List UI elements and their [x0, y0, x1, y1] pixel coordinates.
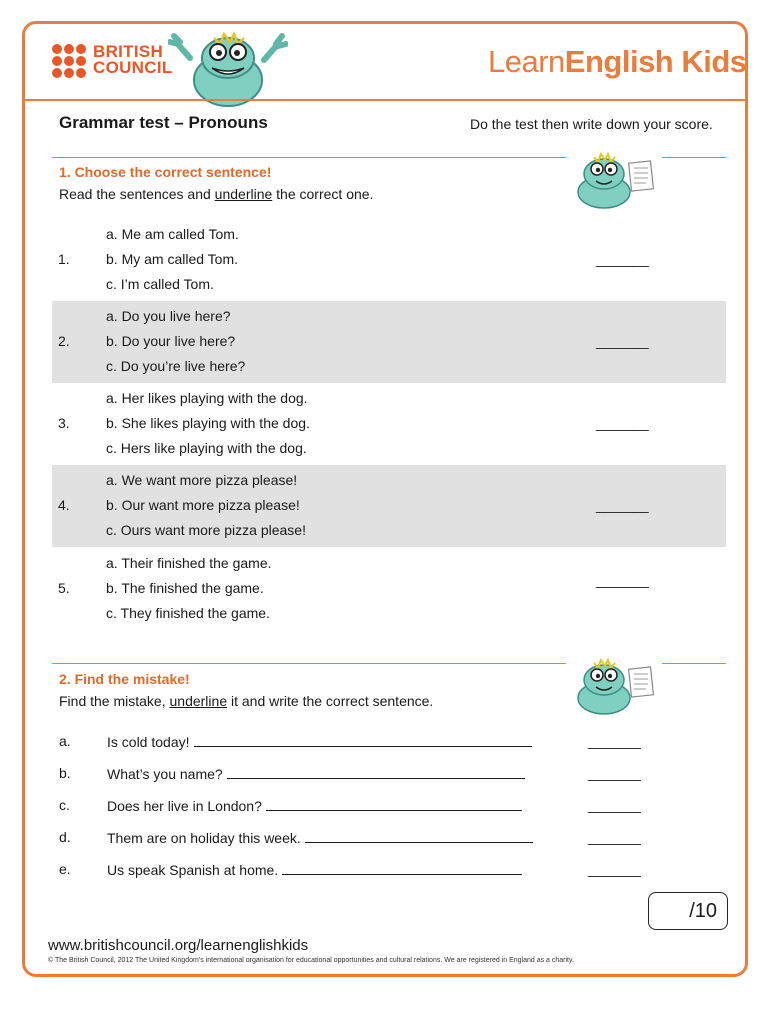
footer-copyright: © The British Council, 2012 The United Kingdom’s international organisation for educational opportunities and cultural relations. We are registered in England as a charity. — [48, 957, 574, 964]
section2-description — [59, 693, 433, 709]
footer-url[interactable]: www.britishcouncil.org/learnenglishkids — [48, 937, 309, 954]
mistake-item-a — [59, 733, 669, 751]
option-c[interactable]: c. They finished the game. — [106, 605, 270, 621]
question-number: 1. — [58, 251, 70, 267]
answer-blank[interactable]: _______ — [596, 572, 649, 588]
section2-title: 2. Find the mistake! — [59, 671, 190, 687]
mistake-item-d — [59, 829, 669, 847]
page-title: Grammar test – Pronouns — [59, 113, 268, 132]
answer-blank[interactable]: _______ — [596, 497, 649, 513]
desc-underlined: underline — [169, 693, 228, 709]
option-a[interactable]: a. Her likes playing with the dog. — [106, 390, 308, 406]
desc-text: Read the sentences and — [59, 186, 215, 202]
answer-blank[interactable]: _______ — [588, 765, 641, 781]
question-1 — [52, 219, 726, 301]
answer-blank[interactable]: _______ — [596, 415, 649, 431]
option-a[interactable]: a. Their finished the game. — [106, 555, 272, 571]
section1-title: 1. Choose the correct sentence! — [59, 164, 272, 180]
item-letter: b. — [59, 765, 71, 781]
answer-blank[interactable]: _______ — [596, 251, 649, 267]
section2-rule-left — [52, 663, 566, 664]
desc-text: Find the mistake, — [59, 693, 170, 709]
section1-description — [59, 186, 373, 202]
question-number: 3. — [58, 415, 70, 431]
mascot-with-paper-icon — [566, 150, 658, 210]
option-c[interactable]: c. Do you’re live here? — [106, 358, 246, 374]
mistake-sentence[interactable]: Is cold today! — [107, 734, 190, 750]
answer-blank[interactable]: _______ — [588, 733, 641, 749]
option-b[interactable]: b. Our want more pizza please! — [106, 497, 300, 513]
question-4 — [52, 465, 726, 547]
mascot-monster-icon — [168, 28, 288, 108]
option-c[interactable]: c. I’m called Tom. — [106, 276, 214, 292]
desc-underlined: underline — [214, 186, 273, 202]
question-number: 5. — [58, 580, 70, 596]
learnenglish-kids-logo — [488, 44, 747, 80]
british-council-logo-icon — [52, 44, 86, 78]
correction-line[interactable] — [266, 797, 522, 811]
item-letter: d. — [59, 829, 71, 845]
option-b[interactable]: b. The finished the game. — [106, 580, 264, 596]
question-3 — [52, 383, 726, 465]
correction-line[interactable] — [282, 861, 522, 875]
section1-rule-left — [52, 157, 566, 158]
option-c[interactable]: c. Ours want more pizza please! — [106, 522, 306, 538]
option-c[interactable]: c. Hers like playing with the dog. — [106, 440, 307, 456]
section1-rule-right — [662, 157, 726, 158]
mistake-sentence[interactable]: Does her live in London? — [107, 798, 262, 814]
org-line2: COUNCIL — [93, 58, 173, 77]
option-b[interactable]: b. My am called Tom. — [106, 251, 239, 267]
brand-light: Learn — [488, 44, 565, 79]
page-instruction: Do the test then write down your score. — [470, 116, 713, 132]
section2-rule-right — [662, 663, 726, 664]
option-b[interactable]: b. She likes playing with the dog. — [106, 415, 310, 431]
question-2 — [52, 301, 726, 383]
british-council-wordmark — [93, 44, 173, 76]
mistake-sentence[interactable]: Them are on holiday this week. — [107, 830, 301, 846]
correction-line[interactable] — [227, 765, 525, 779]
item-letter: e. — [59, 861, 71, 877]
question-5 — [52, 548, 726, 630]
answer-blank[interactable]: _______ — [588, 861, 641, 877]
option-a[interactable]: a. We want more pizza please! — [106, 472, 298, 488]
answer-blank[interactable]: _______ — [596, 333, 649, 349]
answer-blank[interactable]: _______ — [588, 797, 641, 813]
answer-blank[interactable]: _______ — [588, 829, 641, 845]
mascot-with-paper-icon — [566, 656, 658, 716]
correction-line[interactable] — [305, 829, 533, 843]
mistake-sentence[interactable]: Us speak Spanish at home. — [107, 862, 279, 878]
desc-text: the correct one. — [272, 186, 374, 202]
score-box[interactable] — [648, 892, 728, 930]
item-letter: c. — [59, 797, 70, 813]
question-number: 2. — [58, 333, 70, 349]
mistake-item-b — [59, 765, 669, 783]
score-total: /10 — [689, 900, 717, 922]
header-divider — [25, 99, 745, 101]
item-letter: a. — [59, 733, 71, 749]
option-a[interactable]: a. Do you live here? — [106, 308, 231, 324]
mistake-item-c — [59, 797, 669, 815]
desc-text: it and write the correct sentence. — [227, 693, 434, 709]
question-number: 4. — [58, 497, 70, 513]
brand-bold: English Kids — [564, 44, 747, 79]
mistake-sentence[interactable]: What’s you name? — [107, 766, 223, 782]
correction-line[interactable] — [194, 733, 532, 747]
mistake-item-e — [59, 861, 669, 879]
option-a[interactable]: a. Me am called Tom. — [106, 226, 239, 242]
org-line1: BRITISH — [93, 42, 164, 61]
option-b[interactable]: b. Do your live here? — [106, 333, 236, 349]
